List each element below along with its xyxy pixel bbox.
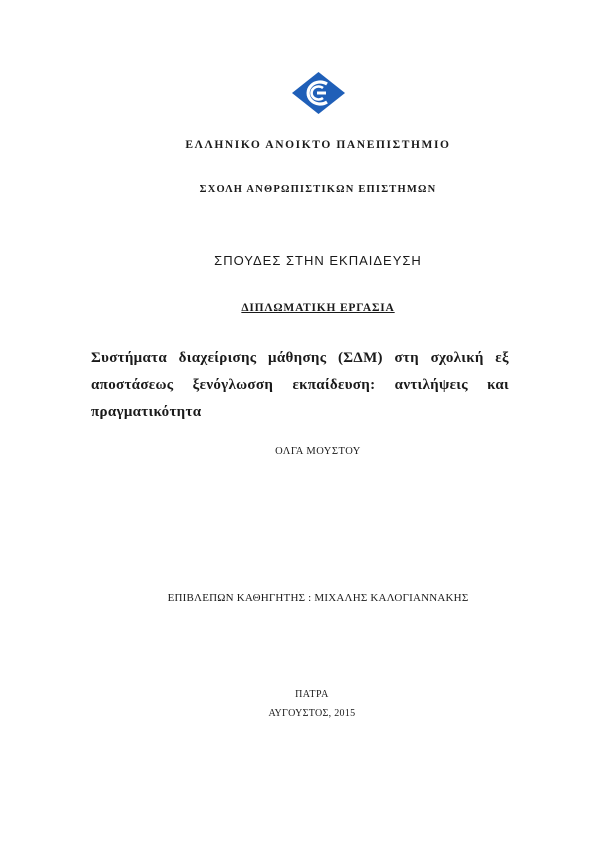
- supervisor-line: ΕΠΙΒΛΕΠΩΝ ΚΑΘΗΓΗΤΗΣ : ΜΙΧΑΛΗΣ ΚΑΛΟΓΙΑΝΝΑΚΗΣ: [167, 592, 469, 604]
- university-name: ΕΛΛΗΝΙΚΟ ΑΝΟΙΚΤΟ ΠΑΝΕΠΙΣΤΗΜΙΟ: [185, 139, 451, 151]
- program-name: ΣΠΟΥΔΕΣ ΣΤΗΝ ΕΚΠΑΙΔΕΥΣΗ: [214, 253, 422, 268]
- school-name: ΣΧΟΛΗ ΑΝΘΡΩΠΙΣΤΙΚΩΝ ΕΠΙΣΤΗΜΩΝ: [199, 184, 437, 195]
- thesis-type-heading: ΔΙΠΛΩΜΑΤΙΚΗ ΕΡΓΑΣΙΑ: [241, 302, 395, 314]
- date: ΑΥΓΟΥΣΤΟΣ, 2015: [268, 708, 356, 719]
- thesis-title: Συστήματα διαχείρισης μάθησης (ΣΔΜ) στη σχολική εξ αποστάσεως ξενόγλωσση εκπαίδευση: αντιλήψεις και πραγματικότητα: [91, 350, 509, 420]
- university-logo-icon: [291, 71, 346, 115]
- author-name: ΟΛΓΑ ΜΟΥΣΤΟΥ: [275, 446, 361, 457]
- city: ΠΑΤΡΑ: [295, 689, 329, 700]
